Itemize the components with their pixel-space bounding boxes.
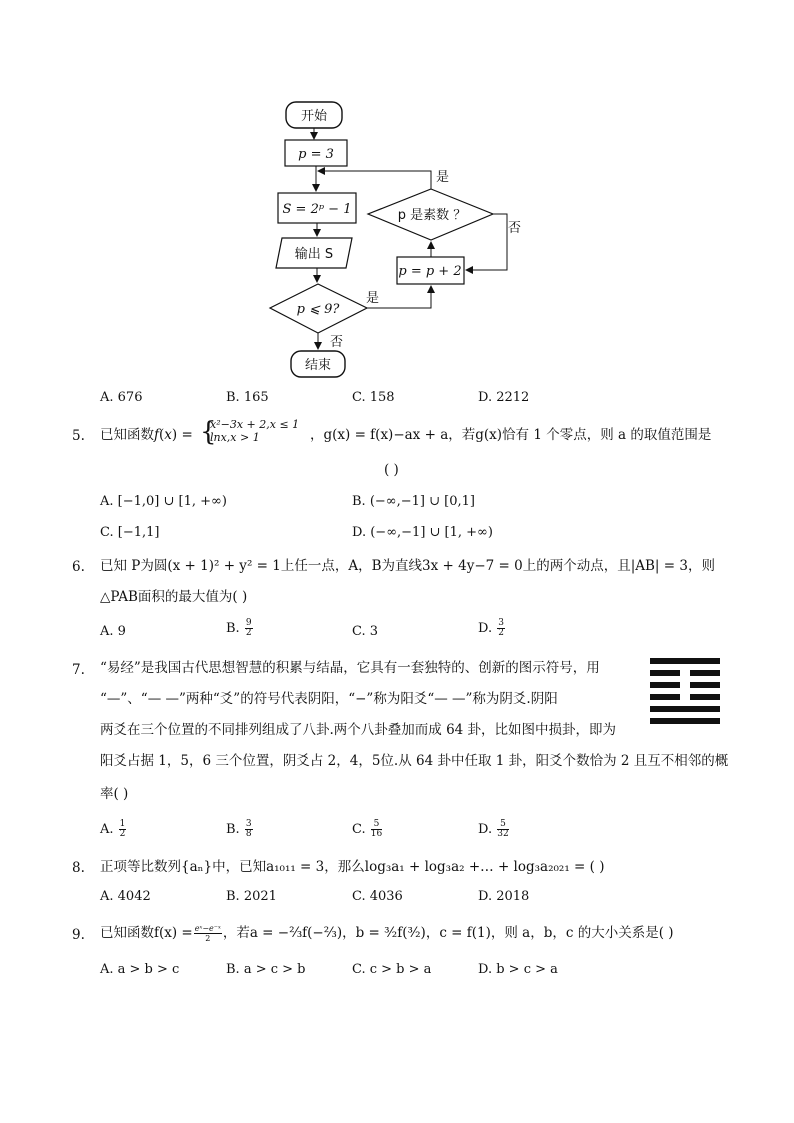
q7-b-den: 8 [245, 829, 252, 839]
q7-b-prefix: B. [226, 822, 240, 837]
gua-line-yin [650, 694, 680, 700]
init-label: p = 3 [298, 147, 334, 162]
q4-option-c[interactable]: C. 158 [352, 390, 395, 405]
q8-option-c[interactable]: C. 4036 [352, 889, 403, 904]
q5-stem: 已知函数f(x) = [100, 427, 193, 443]
q7-option-d[interactable] [478, 820, 510, 839]
q6-option-b-prefix: B. [226, 621, 240, 636]
gua-line-yin [690, 694, 720, 700]
gua-line-yang [650, 658, 720, 664]
q6-option-d[interactable] [478, 619, 506, 638]
q9-frac-den: 2 [205, 934, 211, 943]
q7-c-den: 16 [370, 829, 383, 839]
q4-option-b[interactable]: B. 165 [226, 390, 269, 405]
q7-line4: 阳爻占据 1，5，6 三个位置，阴爻占 2，4，5位.从 64 卦中任取 1 卦，阳爻个数恰为 2 且互不相邻的概 [100, 753, 729, 769]
q6-number: 6. [72, 559, 85, 575]
q9-frac-num: eˣ−e⁻ˣ [194, 924, 221, 933]
q6-b-num: 9 [245, 618, 252, 628]
gua-line-yin [650, 682, 680, 688]
q8-text: 正项等比数列{aₙ}中，已知a₁₀₁₁ = 3，那么log₃a₁ + log₃a₂ +… + log₃a₂₀₂₁ = ( ) [100, 859, 605, 875]
q7-option-a[interactable] [100, 820, 127, 839]
yes-label-1: 是 [366, 291, 380, 306]
output-label: 输出 S [294, 247, 334, 262]
q7-number: 7. [72, 662, 85, 678]
q6-line2: △PAB面积的最大值为( ) [100, 589, 248, 605]
no-label-1: 否 [330, 335, 344, 350]
q9-option-b[interactable]: B. a > c > b [226, 962, 306, 977]
q5-piece2: lnx,x > 1 [210, 431, 260, 444]
q5-lead: 已知函数 [100, 427, 154, 443]
no-label-2: 否 [508, 221, 522, 236]
q9-tail: ，若a = −⅔f(−⅔)，b = ³⁄₂f(³⁄₂)，c = f(1)，则 a，b，c 的大小关系是( ) [222, 925, 674, 941]
q5-option-b[interactable]: B. (−∞,−1] ∪ [0,1] [352, 494, 475, 509]
q7-d-den: 32 [497, 829, 509, 839]
q4-option-d[interactable]: D. 2212 [478, 390, 530, 405]
gua-line-yang [650, 706, 720, 712]
flowchart [260, 95, 540, 385]
gua-line-yin [650, 670, 680, 676]
q7-a-num: 1 [119, 819, 126, 829]
q5-option-d[interactable]: D. (−∞,−1] ∪ [1, +∞) [352, 525, 493, 540]
q7-line2: “—”、“— —”两种“爻”的符号代表阴阳，“−”称为阳爻“— —”称为阴爻.阴阳 [100, 691, 558, 707]
q8-number: 8. [72, 860, 85, 876]
q8-option-b[interactable]: B. 2021 [226, 889, 277, 904]
q9-number: 9. [72, 927, 85, 943]
compute-label: S = 2ᵖ − 1 [282, 202, 352, 217]
q9-lead: 已知函数f(x) = [100, 925, 193, 941]
q7-option-c[interactable] [352, 820, 383, 839]
q6-b-den: 2 [245, 628, 252, 638]
gua-line-yin [690, 670, 720, 676]
q7-line1: “易经”是我国古代思想智慧的积累与结晶，它具有一套独特的、创新的图示符号，用 [100, 660, 600, 676]
q7-c-prefix: C. [352, 822, 366, 837]
start-label: 开始 [300, 109, 328, 124]
q5-tail: ，g(x) = f(x)−ax + a，若g(x)恰有 1 个零点，则 a 的取值范围是 [310, 427, 712, 443]
q6-option-b[interactable] [226, 619, 254, 638]
q5-option-a[interactable]: A. [−1,0] ∪ [1, +∞) [100, 494, 227, 509]
q9-option-d[interactable]: D. b > c > a [478, 962, 558, 977]
q7-line5: 率( ) [100, 786, 129, 802]
q7-d-prefix: D. [478, 822, 493, 837]
q4-option-a[interactable]: A. 676 [100, 390, 143, 405]
gua-line-yin [690, 682, 720, 688]
cond-prime-label: p 是素数 ？ [397, 208, 467, 223]
q6-line1: 已知 P为圆(x + 1)² + y² = 1上任一点，A，B为直线3x + 4y−7 = 0上的两个动点，且|AB| = 3，则 [100, 558, 715, 574]
q9-option-a[interactable]: A. a > b > c [100, 962, 180, 977]
q9-option-c[interactable]: C. c > b > a [352, 962, 432, 977]
q8-option-d[interactable]: D. 2018 [478, 889, 530, 904]
q6-option-d-prefix: D. [478, 621, 493, 636]
q5-option-c[interactable]: C. [−1,1] [100, 525, 160, 540]
cond-le9-label: p ⩽ 9? [296, 302, 340, 317]
q9-stem [100, 924, 674, 943]
q5-paren: ( ) [384, 462, 399, 478]
end-label: 结束 [304, 358, 332, 373]
yes-label-2: 是 [436, 170, 450, 185]
q5-number: 5. [72, 428, 85, 444]
q6-d-num: 3 [498, 618, 504, 628]
q7-b-num: 3 [245, 819, 252, 829]
q5-piece1: x²−3x + 2,x ≤ 1 [210, 418, 300, 431]
hexagram-sun [650, 658, 720, 728]
q7-a-prefix: A. [100, 822, 114, 837]
q7-line3: 两爻在三个位置的不同排列组成了八卦.两个八卦叠加而成 64 卦，比如图中损卦，即为 [100, 722, 617, 738]
q7-d-num: 5 [497, 820, 508, 830]
gua-line-yang [650, 718, 720, 724]
q6-option-a[interactable]: A. 9 [100, 624, 126, 639]
increment-label: p = p + 2 [398, 264, 462, 279]
q6-d-den: 2 [498, 628, 504, 638]
q8-option-a[interactable]: A. 4042 [100, 889, 151, 904]
q7-c-num: 5 [371, 820, 382, 830]
q7-option-b[interactable] [226, 820, 254, 839]
q6-option-c[interactable]: C. 3 [352, 624, 379, 639]
q7-a-den: 2 [119, 829, 126, 839]
